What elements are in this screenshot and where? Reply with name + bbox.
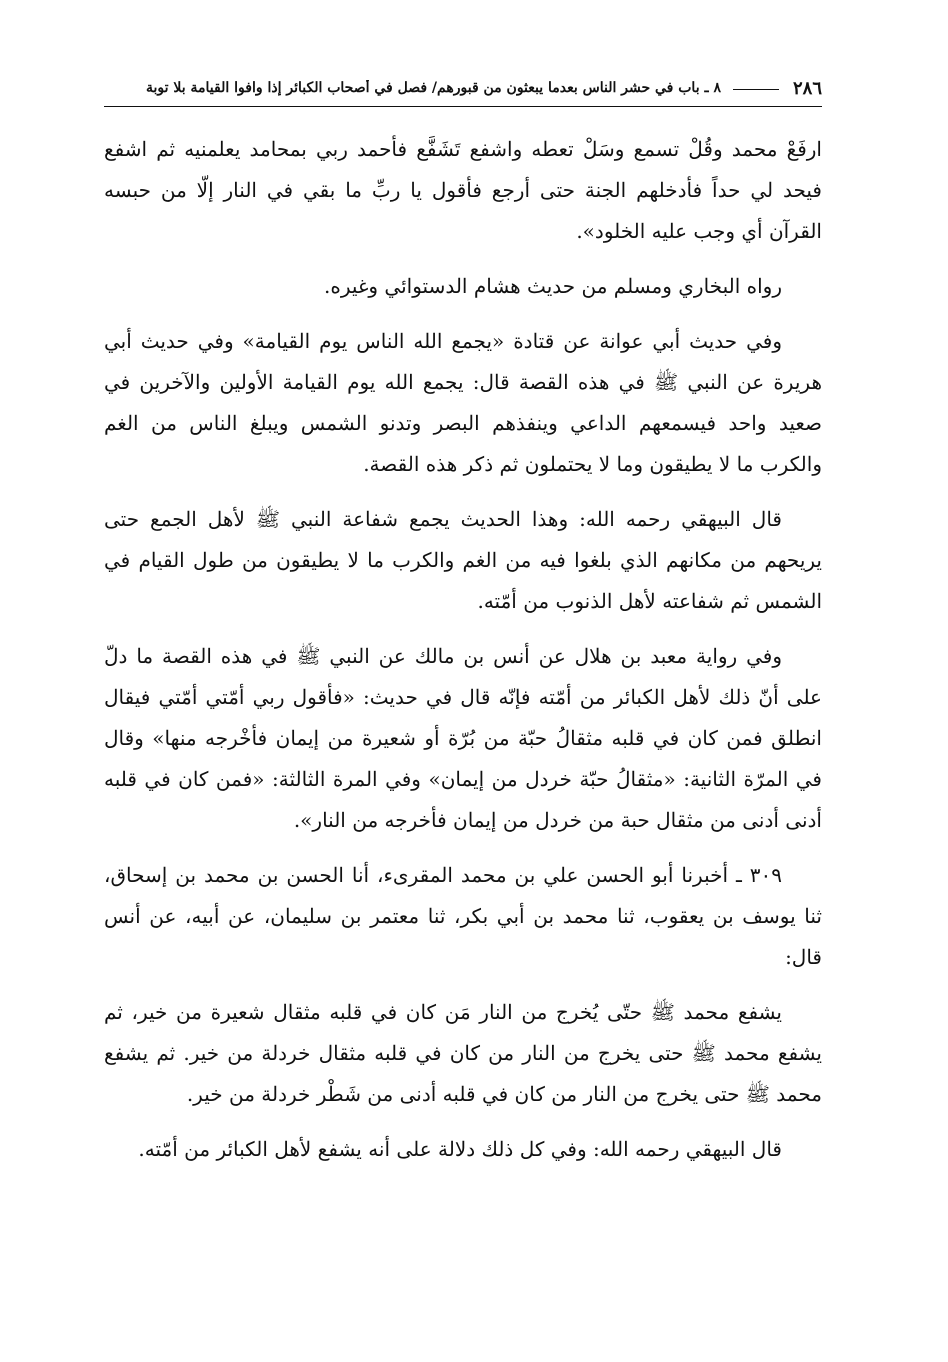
paragraph-hadith-309-isnad: ٣٠٩ ـ أخبرنا أبو الحسن علي بن محمد المقرىء، أنا الحسن بن محمد بن إسحاق، ثنا يوسف بن يعقوب، ثنا محمد بن أبي بكر، ثنا معتمر بن سليمان، عن أبيه، عن أنس قال:	[104, 863, 822, 969]
paragraph-hadith-continuation: ارفَعْ محمد وقُلْ تسمع وسَلْ تعطه واشفع تَشَفَّع فأحمد ربي بمحامد يعلمنيه ثم اشفع فيحد لي حداً فأدخلهم الجنة حتى أرجع فأقول يا ربِّ ما بقي في النار إلّا من حبسه القرآن أي وجب عليه الخلود».	[104, 137, 822, 243]
paragraph-mabad-narration: وفي رواية معبد بن هلال عن أنس بن مالك عن النبي ﷺ في هذه القصة ما دلّ على أنّ ذلك لأهل الكبائر من أمّته فإنّه قال في حديث: «فأقول ربي أمّتي أمّتي فيقال انطلق فمن كان في قلبه مثقالُ حبّة من بُرّة أو شعيرة من إيمان فأخْرجه منها» وقال في المرّة الثانية: «مثقالُ حبّة خردل من إيمان» وفي المرة الثالثة: «فمن كان في قلبه أدنى أدنى من مثقال حبة من خردل من إيمان فأخرجه من النار».	[104, 644, 822, 832]
running-header	[104, 70, 822, 107]
paragraph-narration-source: رواه البخاري ومسلم من حديث هشام الدستوائي وغيره.	[324, 274, 782, 298]
header-rule	[733, 89, 779, 90]
paragraph-bayhaqi-comment: قال البيهقي رحمه الله: وهذا الحديث يجمع شفاعة النبي ﷺ لأهل الجمع حتى يريحهم من مكانهم الذي بلغوا فيه من الغم والكرب ما لا يطيقون من طول القيام في الشمس ثم شفاعته لأهل الذنوب من أمّته.	[104, 507, 822, 613]
paragraph-hadith-309-text: يشفع محمد ﷺ حتّى يُخرج من النار مَن كان في قلبه مثقال شعيرة من خير، ثم يشفع محمد ﷺ حتى يخرج من النار من كان في قلبه مثقال خردلة من خير. ثم يشفع محمد ﷺ حتى يخرج من النار من كان في قلبه أدنى من شَطْر خردلة من خير.	[104, 1000, 822, 1106]
paragraph-abu-awana: وفي حديث أبي عوانة عن قتادة «يجمع الله الناس يوم القيامة» وفي حديث أبي هريرة عن النبي ﷺ في هذه القصة قال: يجمع الله يوم القيامة الأولين والآخرين في صعيد واحد فيسمعهم الداعي وينفذهم البصر وتدنو الشمس ويبلغ الناس من الغم والكرب ما لا يطيقون وما لا يحتملون ثم ذكر هذه القصة.	[104, 329, 822, 476]
book-page	[104, 70, 822, 1184]
paragraph-bayhaqi-conclusion: قال البيهقي رحمه الله: وفي كل ذلك دلالة على أنه يشفع لأهل الكبائر من أمّته.	[138, 1137, 782, 1161]
page-number: ٢٨٦	[792, 77, 822, 99]
running-title: ٨ ـ باب في حشر الناس بعدما يبعثون من قبورهم/ فصل في أصحاب الكبائر إذا وافوا القيامة بلا توبة	[146, 80, 721, 96]
page-body	[104, 129, 822, 1170]
